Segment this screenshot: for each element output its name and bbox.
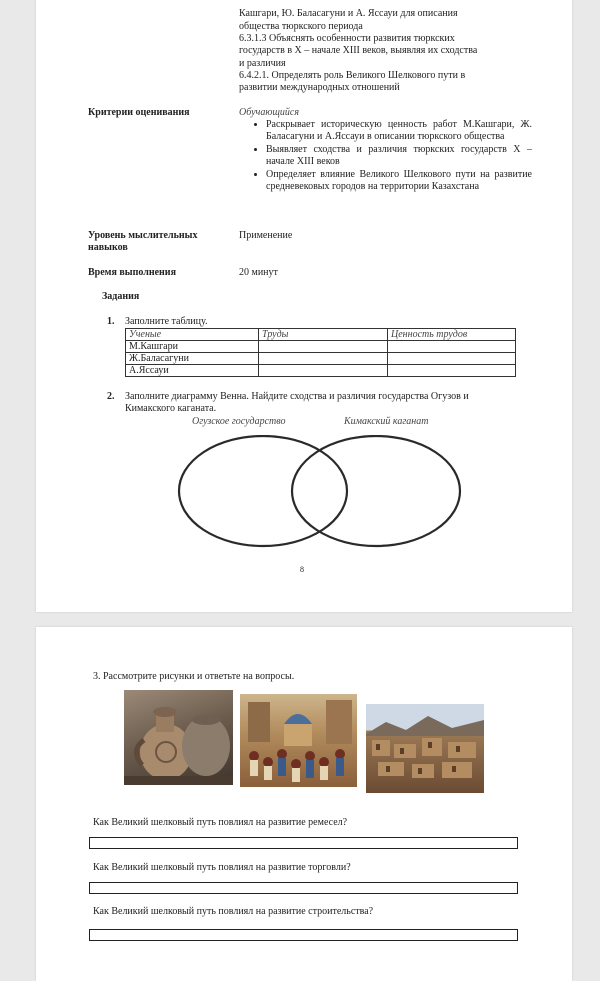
criteria-item: • Выявляет сходства и различия тюркских государств X – начале XIII веков: [266, 144, 532, 167]
thinking-level-label: Уровень мыслительных: [88, 230, 198, 241]
scholars-table: [125, 328, 516, 377]
answer-trade-field[interactable]: [89, 882, 518, 894]
criteria-list: [254, 119, 532, 194]
table-row: [126, 353, 516, 365]
pottery-photo: [124, 690, 233, 785]
task-1-number: 1.: [107, 316, 115, 327]
worksheet-page-1: [36, 0, 572, 612]
table-header-cell: Ценность трудов: [388, 329, 516, 341]
value-answer-cell[interactable]: [388, 341, 516, 353]
scholar-name-cell: Ж.Баласагуни: [126, 353, 259, 365]
task-2-text-line-1: Заполните диаграмму Венна. Найдите сходства и различия государства Огузов и: [125, 391, 469, 402]
works-answer-cell[interactable]: [259, 341, 388, 353]
task-3-text: 3. Рассмотрите рисунки и ответьте на вопросы.: [93, 671, 295, 682]
objective-line: 6.3.1.3 Объяснять особенности развития тюркских: [239, 33, 455, 44]
objective-line: Кашгари, Ю. Баласагуни и А. Яссауи для описания: [239, 8, 458, 19]
table-row: [126, 341, 516, 353]
worksheet-page-2: [36, 627, 572, 981]
ancient-city-photo: [366, 704, 484, 793]
task-2-number: 2.: [107, 391, 115, 402]
scholar-name-cell: А.Яссауи: [126, 365, 259, 377]
objective-line: государств в X – начале XIII веков, выявляя их сходства: [239, 45, 478, 56]
criteria-label: Критерии оценивания: [88, 107, 190, 118]
table-header-cell: Ученые: [126, 329, 259, 341]
table-header-cell: Труды: [259, 329, 388, 341]
criteria-item: • Раскрывает историческую ценность работ М.Кашгари, Ж. Баласагуни и А.Яссауи в описании тюркского общества: [266, 119, 532, 142]
tasks-heading: Задания: [102, 291, 140, 302]
task-2-text-line-2: Кимакского каганата.: [125, 403, 217, 414]
question-construction: Как Великий шелковый путь повлиял на развитие строительства?: [93, 906, 374, 917]
table-header-row: [126, 329, 516, 341]
objective-line: 6.4.2.1. Определять роль Великого Шелкового пути в: [239, 70, 466, 81]
time-value: 20 минут: [239, 267, 278, 278]
venn-left-label: Огузское государство: [192, 416, 286, 427]
table-row: [126, 365, 516, 377]
venn-right-circle[interactable]: [292, 436, 460, 546]
objective-line: и различия: [239, 58, 286, 69]
value-answer-cell[interactable]: [388, 353, 516, 365]
question-crafts: Как Великий шелковый путь повлиял на развитие ремесел?: [93, 817, 348, 828]
thinking-level-label-2: навыков: [88, 242, 128, 253]
works-answer-cell[interactable]: [259, 353, 388, 365]
answer-crafts-field[interactable]: [89, 837, 518, 849]
time-label: Время выполнения: [88, 267, 176, 278]
works-answer-cell[interactable]: [259, 365, 388, 377]
question-trade: Как Великий шелковый путь повлиял на развитие торговли?: [93, 862, 351, 873]
thinking-level-value: Применение: [239, 230, 293, 241]
scholar-name-cell: М.Кашгари: [126, 341, 259, 353]
page-number: 8: [300, 565, 304, 574]
criteria-item: • Определяет влияние Великого Шелкового пути на развитие средневековых городов на территории Казахстана: [266, 169, 532, 192]
objective-line: общества тюркского периода: [239, 21, 363, 32]
venn-left-circle[interactable]: [179, 436, 347, 546]
bazaar-painting: [240, 694, 357, 787]
objective-line: развитии международных отношений: [239, 82, 400, 93]
venn-right-label: Кимакский каганат: [344, 416, 429, 427]
task-1-text: Заполните таблицу.: [125, 316, 208, 327]
value-answer-cell[interactable]: [388, 365, 516, 377]
criteria-intro: Обучающийся: [239, 107, 300, 118]
answer-construction-field[interactable]: [89, 929, 518, 941]
venn-diagram: [176, 435, 466, 555]
